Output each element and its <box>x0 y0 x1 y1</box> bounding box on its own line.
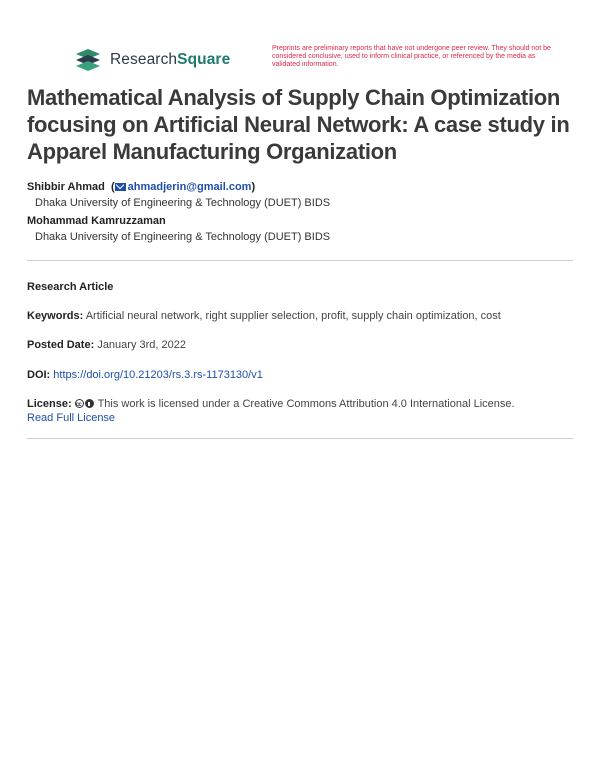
brand-name-part2: Square <box>177 51 231 68</box>
author-name: Shibbir Ahmad <box>27 181 105 193</box>
research-square-logo[interactable] <box>74 47 230 73</box>
divider <box>27 260 573 261</box>
author-affiliation: Dhaka University of Engineering & Technology (DUET) BIDS <box>35 197 331 209</box>
author-email-link[interactable]: ahmadjerin@gmail.com <box>127 181 252 193</box>
posted-date-value: January 3rd, 2022 <box>97 339 186 351</box>
author-affiliation: Dhaka University of Engineering & Technology (DUET) BIDS <box>35 231 331 243</box>
divider <box>27 438 573 439</box>
keywords-value: Artificial neural network, right supplier selection, profit, supply chain optimization, cost <box>85 310 501 322</box>
keywords-label: Keywords: <box>27 310 84 322</box>
license-row <box>27 397 577 425</box>
article-type-label: Research Article <box>27 281 114 293</box>
author-list <box>27 180 577 248</box>
license-label: License: <box>27 398 72 410</box>
brand-name <box>110 51 230 69</box>
doi-row <box>27 368 577 382</box>
doi-link[interactable]: https://doi.org/10.21203/rs.3.rs-1173130/v1 <box>53 369 263 381</box>
license-value: This work is licensed under a Creative Commons Attribution 4.0 International License. <box>97 398 515 410</box>
paper-title: Mathematical Analysis of Supply Chain Optimization focusing on Artificial Neural Network: A case study in Apparel Manufacturing Organization <box>27 85 570 164</box>
research-square-logo-icon <box>74 48 104 72</box>
doi-label: DOI: <box>27 369 51 381</box>
author-entry <box>27 214 577 228</box>
creative-commons-icon <box>75 399 84 408</box>
envelope-icon <box>115 183 126 191</box>
posted-date-row <box>27 338 577 352</box>
attribution-icon <box>85 399 94 408</box>
author-email-wrapper: ( ahmadjerin@gmail.com) <box>107 181 256 193</box>
article-type <box>27 280 577 294</box>
posted-date-label: Posted Date: <box>27 339 95 351</box>
brand-name-part1: Research <box>110 51 178 68</box>
read-full-license-link[interactable]: Read Full License <box>27 412 116 424</box>
author-entry <box>27 180 577 194</box>
preprint-disclaimer: Preprints are preliminary reports that have not undergone peer review. They should not be considered conclusive, used to inform clinical practice, or referenced by the media as validated information. <box>272 45 551 69</box>
author-name: Mohammad Kamruzzaman <box>27 215 166 227</box>
keywords-row <box>27 309 577 323</box>
